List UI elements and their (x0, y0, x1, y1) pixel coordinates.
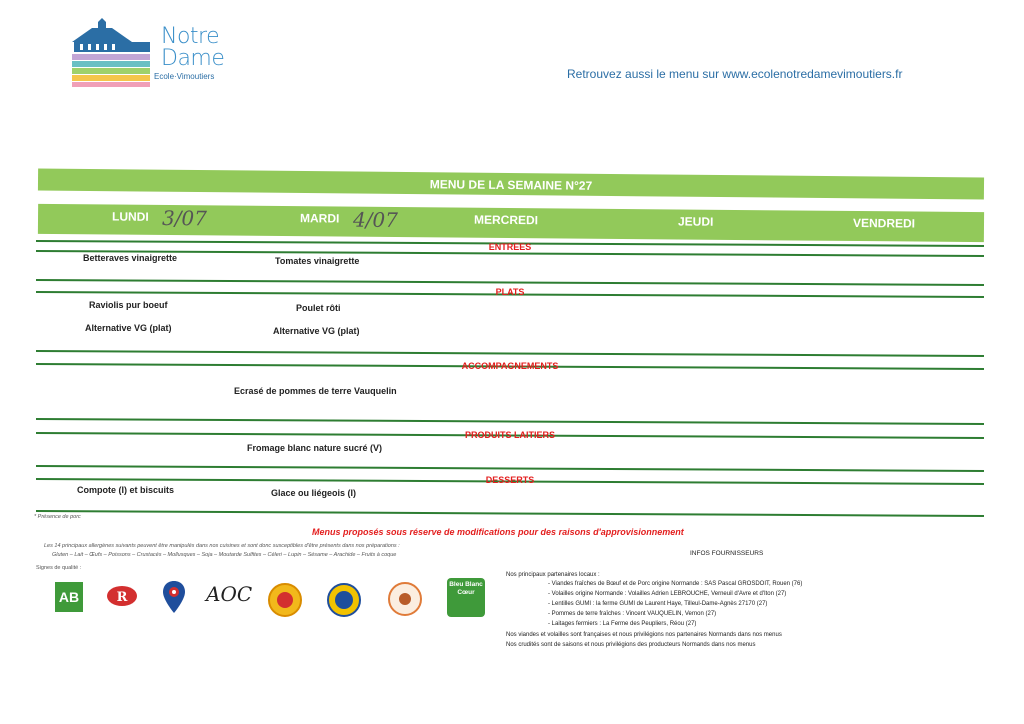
section-entrees: ENTREES (488, 242, 532, 252)
section-desserts: DESSERTS (485, 475, 535, 485)
divider (36, 418, 984, 425)
dessert-tuesday: Glace ou liégeois (I) (271, 488, 357, 498)
day-tuesday: MARDI (299, 211, 340, 226)
allergens-line-1: Les 14 principaux allergènes suivants peuvent être manipulés dans nos cuisines et sont donc susceptibles d'être présents dans nos préparations : (44, 543, 400, 549)
info-line: Nos crudités sont de saisons et nous privilégions des producteurs Normands dans nos menus (506, 642, 756, 648)
info-line: - Viandes fraîches de Bœuf et de Porc origine Normande : SAS Pascal GROSDOIT, Rouen (76) (548, 581, 803, 587)
day-header-bar (38, 204, 984, 242)
day-wednesday: MERCREDI (473, 212, 539, 228)
school-logo (68, 14, 228, 88)
section-accompagnements: ACCOMPAGNEMENTS (461, 361, 559, 371)
aop-icon (268, 583, 302, 617)
divider (36, 350, 984, 357)
laitier-tuesday: Fromage blanc nature sucré (V) (247, 443, 383, 453)
section-produits-laitiers: PRODUITS LAITIERS (464, 430, 555, 440)
section-plats: PLATS (495, 287, 525, 297)
info-line: Nos viandes et volailles sont françaises et nous privilégions nos partenaires Normands dans nos menus (506, 632, 782, 638)
allergens-line-2: Gluten – Lait – Œufs – Poissons – Crustacés – Mollusques – Soja – Moutarde Sulfites – Céleri – Lupin – Sésame – Arachide – Fruits à coque (52, 552, 397, 558)
info-line: - Lentilles GUMI : la ferme GUMI de Laurent Haye, Tilleul-Dame-Agnès 27170 (27) (548, 601, 768, 607)
stg-icon (327, 583, 361, 617)
dessert-monday: Compote (I) et biscuits (77, 485, 175, 495)
day-thursday: JEUDI (677, 214, 714, 229)
school-building-icon (68, 14, 158, 88)
ab-organic-icon: AB (55, 582, 83, 612)
info-line: Nos principaux partenaires locaux : (506, 572, 600, 578)
plat-tuesday-1: Poulet rôti (296, 303, 341, 313)
fermier-icon (388, 582, 422, 616)
date-tuesday: 4/07 (352, 207, 399, 233)
divider (36, 465, 984, 472)
divider (36, 279, 984, 286)
quality-label: Signes de qualité : (36, 565, 82, 571)
accompagnement-tuesday: Ecrasé de pommes de terre Vauquelin (234, 386, 397, 396)
logo-title-line1: Notre (161, 24, 220, 49)
label-rouge-icon (106, 584, 138, 608)
info-line: - Laitages fermiers : La Ferme des Peupliers, Réou (27) (548, 621, 697, 627)
menu-title: MENU DE LA SEMAINE N°27 (38, 168, 984, 199)
plat-monday-1: Raviolis pur boeuf (89, 300, 168, 310)
day-friday: VENDREDI (852, 215, 916, 231)
info-line: - Pommes de terre fraîches : Vincent VAUQUELIN, Vernon (27) (548, 611, 717, 617)
website-link[interactable]: Retrouvez aussi le menu sur www.ecolenotredamevimoutiers.fr (567, 67, 903, 81)
entree-tuesday: Tomates vinaigrette (275, 256, 360, 266)
day-monday: LUNDI (111, 209, 149, 224)
pork-presence-note: * Présence de porc (34, 514, 81, 520)
supply-notice: Menus proposés sous réserve de modifications pour des raisons d'approvisionnement (312, 527, 684, 537)
logo-title-line2: Dame (161, 46, 225, 71)
date-monday: 3/07 (161, 205, 208, 231)
igp-pin-icon (162, 580, 186, 614)
aoc-icon: AOC (206, 582, 253, 606)
plat-monday-2: Alternative VG (plat) (85, 323, 172, 333)
infos-title: INFOS FOURNISSEURS (690, 550, 764, 557)
bleu-blanc-coeur-icon: Bleu Blanc Cœur (447, 578, 485, 617)
info-line: - Volailles origine Normande : Volailles Adrien LEBROUCHE, Verneuil d'Avre et d'Iton (27) (548, 591, 787, 597)
plat-tuesday-2: Alternative VG (plat) (273, 326, 360, 336)
svg-text:R: R (116, 590, 128, 605)
divider (36, 510, 984, 517)
entree-monday: Betteraves vinaigrette (83, 253, 178, 263)
infos-fournisseurs-panel (500, 546, 980, 650)
logo-subtitle: Ecole·Vimoutiers (154, 72, 215, 81)
